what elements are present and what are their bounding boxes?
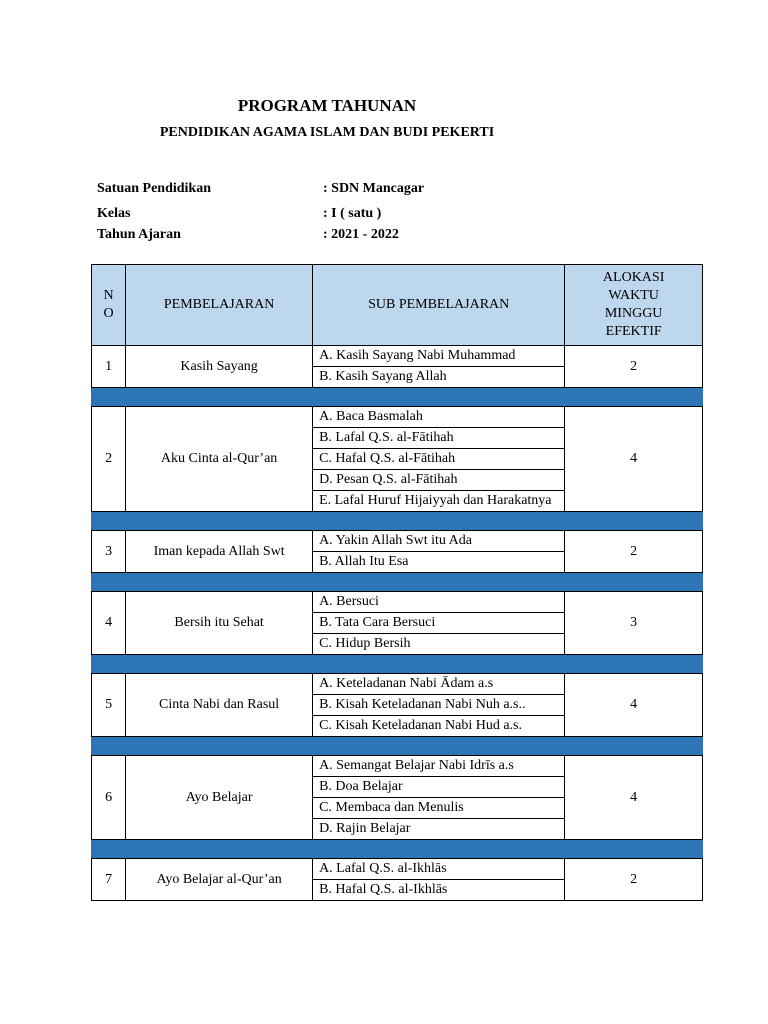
row-pembelajaran: Ayo Belajar al-Qur’an: [126, 859, 313, 901]
row-number: 3: [92, 531, 126, 573]
row-separator: [92, 512, 703, 531]
sub-pembelajaran-item: E. Lafal Huruf Hijaiyyah dan Harakatnya: [319, 493, 552, 508]
row-sub-pembelajaran: [313, 407, 565, 512]
separator-band: [92, 840, 703, 859]
separator-band: [92, 655, 703, 674]
sub-pembelajaran-item: C. Hafal Q.S. al-Fātihah: [313, 449, 564, 470]
row-sub-pembelajaran: [313, 531, 565, 573]
row-sub-pembelajaran: [313, 346, 565, 388]
row-pembelajaran: Kasih Sayang: [126, 346, 313, 388]
row-alokasi: 2: [565, 859, 703, 901]
sub-pembelajaran-item: B. Allah Itu Esa: [319, 554, 409, 569]
row-separator: [92, 655, 703, 674]
row-sub-pembelajaran: [313, 674, 565, 737]
row-number: 4: [92, 592, 126, 655]
header-alokasi: ALOKASI WAKTU MINGGU EFEKTIF: [565, 265, 703, 346]
row-pembelajaran: Iman kepada Allah Swt: [126, 531, 313, 573]
sub-pembelajaran-item: A. Lafal Q.S. al-Ikhlās: [313, 859, 564, 880]
sub-pembelajaran-item: C. Membaca dan Menulis: [313, 798, 564, 819]
sub-pembelajaran-item: B. Tata Cara Bersuci: [313, 613, 564, 634]
row-separator: [92, 737, 703, 756]
row-sub-pembelajaran: [313, 756, 565, 840]
sub-pembelajaran-item: A. Semangat Belajar Nabi Idrīs a.s: [313, 756, 564, 777]
table-header-row: [92, 265, 703, 346]
sub-pembelajaran-item: B. Kasih Sayang Allah: [319, 369, 447, 384]
page-title: PROGRAM TAHUNAN: [237, 96, 417, 115]
table-row: [92, 407, 703, 512]
table-row: [92, 674, 703, 737]
row-number: 1: [92, 346, 126, 388]
row-pembelajaran: Aku Cinta al-Qur’an: [126, 407, 313, 512]
row-pembelajaran: Bersih itu Sehat: [126, 592, 313, 655]
row-number: 2: [92, 407, 126, 512]
table-row: [92, 859, 703, 901]
header-no: N O: [92, 265, 126, 346]
row-alokasi: 4: [565, 407, 703, 512]
table-row: [92, 592, 703, 655]
sub-pembelajaran-item: A. Yakin Allah Swt itu Ada: [313, 531, 564, 552]
row-alokasi: 2: [565, 346, 703, 388]
header-sub-pembelajaran: SUB PEMBELAJARAN: [313, 265, 565, 346]
row-separator: [92, 573, 703, 592]
sub-pembelajaran-item: B. Lafal Q.S. al-Fātihah: [313, 428, 564, 449]
row-separator: [92, 840, 703, 859]
row-sub-pembelajaran: [313, 592, 565, 655]
row-alokasi: 3: [565, 592, 703, 655]
table-row: [92, 756, 703, 840]
row-pembelajaran: Ayo Belajar: [126, 756, 313, 840]
sub-pembelajaran-item: B. Hafal Q.S. al-Ikhlās: [319, 882, 448, 897]
row-separator: [92, 388, 703, 407]
info-value-kelas: : I ( satu ): [323, 206, 382, 221]
sub-pembelajaran-item: B. Doa Belajar: [313, 777, 564, 798]
separator-band: [92, 512, 703, 531]
table-body: [92, 346, 703, 901]
info-label-kelas: Kelas: [97, 206, 131, 221]
sub-pembelajaran-item: A. Kasih Sayang Nabi Muhammad: [313, 346, 564, 367]
separator-band: [92, 388, 703, 407]
table-row: [92, 346, 703, 388]
sub-pembelajaran-item: D. Rajin Belajar: [319, 821, 411, 836]
row-alokasi: 4: [565, 756, 703, 840]
row-alokasi: 2: [565, 531, 703, 573]
sub-pembelajaran-item: A. Keteladanan Nabi Ādam a.s: [313, 674, 564, 695]
info-label-satuan: Satuan Pendidikan: [97, 181, 211, 196]
row-number: 6: [92, 756, 126, 840]
sub-pembelajaran-item: C. Hidup Bersih: [319, 636, 411, 651]
table-row: [92, 531, 703, 573]
sub-pembelajaran-item: A. Baca Basmalah: [313, 407, 564, 428]
row-pembelajaran: Cinta Nabi dan Rasul: [126, 674, 313, 737]
info-label-tahun: Tahun Ajaran: [97, 227, 181, 242]
sub-pembelajaran-item: B. Kisah Keteladanan Nabi Nuh a.s..: [313, 695, 564, 716]
row-sub-pembelajaran: [313, 859, 565, 901]
header-pembelajaran: PEMBELAJARAN: [126, 265, 313, 346]
info-value-satuan: : SDN Mancagar: [323, 181, 425, 196]
row-number: 7: [92, 859, 126, 901]
program-table: [91, 264, 703, 901]
row-number: 5: [92, 674, 126, 737]
sub-pembelajaran-item: D. Pesan Q.S. al-Fātihah: [313, 470, 564, 491]
info-value-tahun: : 2021 - 2022: [323, 227, 399, 242]
row-alokasi: 4: [565, 674, 703, 737]
separator-band: [92, 573, 703, 592]
separator-band: [92, 737, 703, 756]
sub-pembelajaran-item: C. Kisah Keteladanan Nabi Hud a.s.: [319, 718, 523, 733]
page-subtitle: PENDIDIKAN AGAMA ISLAM DAN BUDI PEKERTI: [159, 125, 495, 140]
sub-pembelajaran-item: A. Bersuci: [313, 592, 564, 613]
